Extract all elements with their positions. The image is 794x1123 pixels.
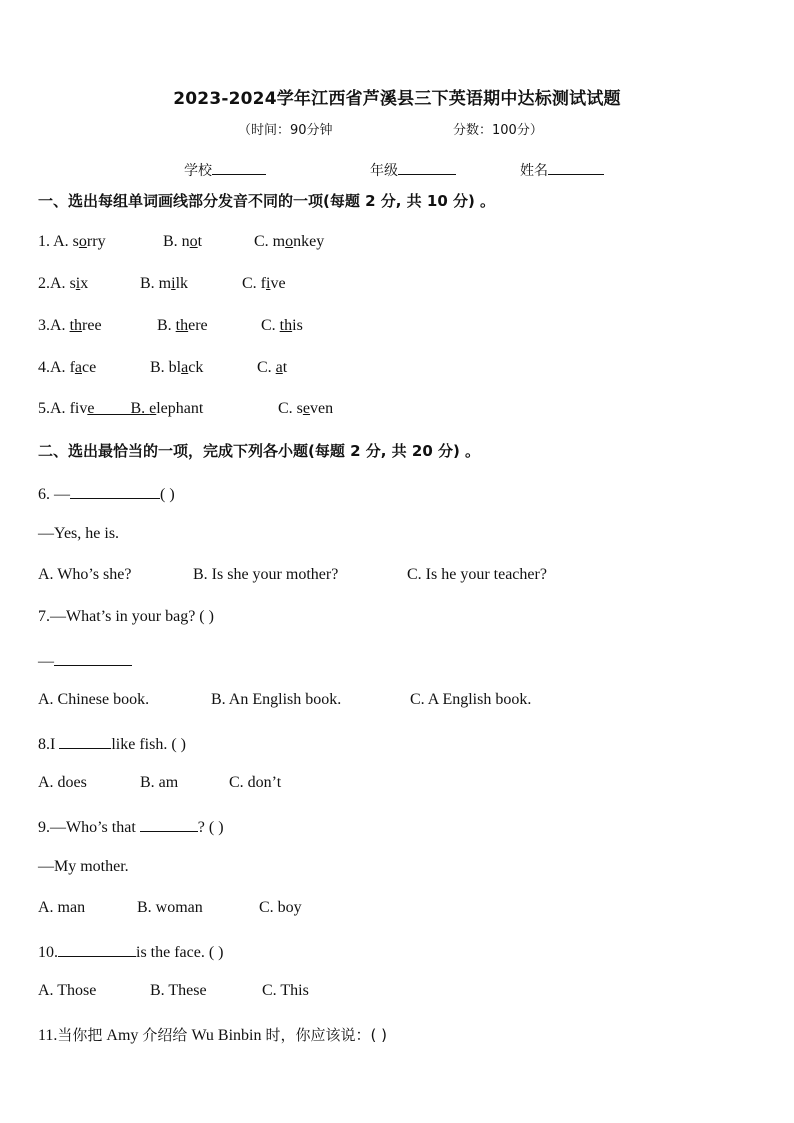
answer-blank[interactable] <box>140 816 198 832</box>
option-a: A. Those <box>38 982 97 999</box>
option-c-text: C. m <box>254 233 286 250</box>
question-stem-rest: is the face. ( ) <box>136 944 224 961</box>
question-4 <box>38 359 288 377</box>
option-c <box>257 359 287 377</box>
grade-label: 年级 <box>370 163 398 179</box>
option-a-underlined: th <box>69 317 83 334</box>
option-b-underlined: i <box>171 275 176 292</box>
option-c: C. boy <box>259 899 302 916</box>
answer-blank[interactable] <box>70 483 160 499</box>
option-b-underlined: th <box>175 317 189 334</box>
school-blank <box>212 160 266 175</box>
question-paren: ( ) <box>160 486 175 503</box>
question-8-options <box>38 774 282 792</box>
question-5 <box>38 400 334 418</box>
option-c-underlined: a <box>275 359 283 376</box>
question-7-dialog <box>38 650 132 671</box>
question-number: 2.A. <box>38 275 70 292</box>
option-b-underlined: a <box>181 359 189 376</box>
question-text-name: Amy <box>102 1027 143 1044</box>
dialog-dash: — <box>38 653 54 670</box>
option-a-text: s <box>72 233 79 250</box>
option-b: B. woman <box>137 899 203 916</box>
option-a: A. does <box>38 774 87 791</box>
option-b-text: B. m <box>140 275 172 292</box>
option-b-underlined: o <box>189 233 198 250</box>
question-text: 时，你应该说：( ) <box>265 1026 387 1044</box>
option-c-rest: t <box>282 359 288 376</box>
school-field <box>184 160 266 180</box>
option-b <box>150 359 203 377</box>
option-b-underlined: e <box>149 400 157 417</box>
question-text: 介绍给 <box>142 1026 188 1044</box>
option-a-rest: x <box>80 275 89 292</box>
option-b <box>157 317 208 335</box>
option-c-underlined: o <box>285 233 294 250</box>
question-6-dialog: —Yes, he is. <box>38 525 120 542</box>
option-a-rest: ce <box>82 359 97 376</box>
option-c-underlined: i <box>266 275 271 292</box>
option-c <box>261 317 303 335</box>
question-stem: 8.I <box>38 736 60 753</box>
answer-blank[interactable] <box>58 941 136 957</box>
section-2-title: 二、选出最恰当的一项，完成下列各小题(每题 2 分, 共 20 分) 。 <box>38 442 481 460</box>
exam-time: （时间：90分钟 <box>238 123 333 138</box>
option-b-rest: ere <box>188 317 208 334</box>
option-b <box>140 275 188 293</box>
option-b-text: B. <box>157 317 176 334</box>
question-number: 4.A. <box>38 359 70 376</box>
grade-blank <box>398 160 456 175</box>
question-1 <box>38 233 325 251</box>
option-c <box>242 275 286 293</box>
question-stem: 10. <box>38 944 58 961</box>
option-a-underlined: a <box>74 359 82 376</box>
option-a: A. Chinese book. <box>38 691 150 708</box>
option-c: C. Is he your teacher? <box>407 566 547 583</box>
option-c: C. This <box>262 982 309 999</box>
option-a-text: f <box>69 359 75 376</box>
question-stem: 9.—Who’s that <box>38 819 140 836</box>
option-c: C. A English book. <box>410 691 532 708</box>
question-7-options <box>38 691 532 709</box>
option-b: B. am <box>140 774 179 791</box>
option-c-rest: nkey <box>293 233 325 250</box>
option-c-underlined: th <box>279 317 293 334</box>
question-6-options <box>38 566 547 584</box>
question-6 <box>38 483 175 504</box>
question-2 <box>38 275 286 293</box>
question-text-name: Wu Binbin <box>187 1027 266 1044</box>
option-c-text: C. <box>261 317 280 334</box>
question-9-options <box>38 899 302 917</box>
option-b-rest: t <box>197 233 203 250</box>
grade-field <box>370 160 456 180</box>
option-a: A. man <box>38 899 86 916</box>
option-b-text: B. n <box>163 233 190 250</box>
option-c-rest: is <box>292 317 303 334</box>
option-c <box>278 400 333 418</box>
option-a-underlined: o <box>78 233 87 250</box>
question-text: 当你把 <box>57 1026 103 1044</box>
question-9-dialog: —My mother. <box>38 858 129 875</box>
question-9 <box>38 816 224 837</box>
option-a-text: fiv <box>69 400 88 417</box>
question-stem-rest: like fish. ( ) <box>111 736 186 753</box>
question-number: 1. A. <box>38 233 73 250</box>
question-10-options <box>38 982 309 1000</box>
option-b-rest: lephant <box>156 400 204 417</box>
option-c-text: C. f <box>242 275 266 292</box>
question-number: 11. <box>38 1027 58 1044</box>
question-stem: 6. — <box>38 486 70 503</box>
question-stem-rest: ? ( ) <box>197 819 224 836</box>
option-a: A. Who’s she? <box>38 566 132 583</box>
page-title: 2023-2024学年江西省芦溪县三下英语期中达标测试试题 <box>173 89 621 109</box>
option-c <box>254 233 324 251</box>
question-8 <box>38 733 186 754</box>
exam-score: 分数：100分） <box>453 123 543 138</box>
question-11 <box>38 1024 387 1045</box>
option-c-underlined: e <box>302 400 311 417</box>
option-a-rest: rry <box>86 233 106 250</box>
option-b-rest: lk <box>175 275 189 292</box>
answer-blank[interactable] <box>54 650 132 666</box>
option-b <box>163 233 202 251</box>
option-b-rest: ck <box>188 359 204 376</box>
option-a-text: s <box>69 275 76 292</box>
question-3 <box>38 317 303 335</box>
school-label: 学校 <box>184 163 212 179</box>
answer-blank[interactable] <box>59 733 111 749</box>
question-number: 5.A. <box>38 400 70 417</box>
question-10 <box>38 941 224 962</box>
section-1-title: 一、选出每组单词画线部分发音不同的一项(每题 2 分, 共 10 分) 。 <box>38 192 496 210</box>
option-b: B. An English book. <box>211 691 342 708</box>
name-blank <box>548 160 604 175</box>
option-c-text: C. s <box>278 400 303 417</box>
question-7: 7.—What’s in your bag? ( ) <box>38 608 214 625</box>
question-number: 3.A. <box>38 317 70 334</box>
option-a-rest: ree <box>82 317 102 334</box>
option-c-text: C. <box>257 359 276 376</box>
name-field <box>520 160 604 180</box>
option-a-underlined: e B. <box>87 400 150 417</box>
option-b: B. Is she your mother? <box>193 566 339 583</box>
option-a-underlined: i <box>75 275 81 292</box>
option-c-rest: ven <box>310 400 334 417</box>
name-label: 姓名 <box>520 163 548 179</box>
option-b: B. These <box>150 982 207 999</box>
option-b-text: B. bl <box>150 359 182 376</box>
option-c-rest: ve <box>270 275 286 292</box>
option-c: C. don’t <box>229 774 282 791</box>
